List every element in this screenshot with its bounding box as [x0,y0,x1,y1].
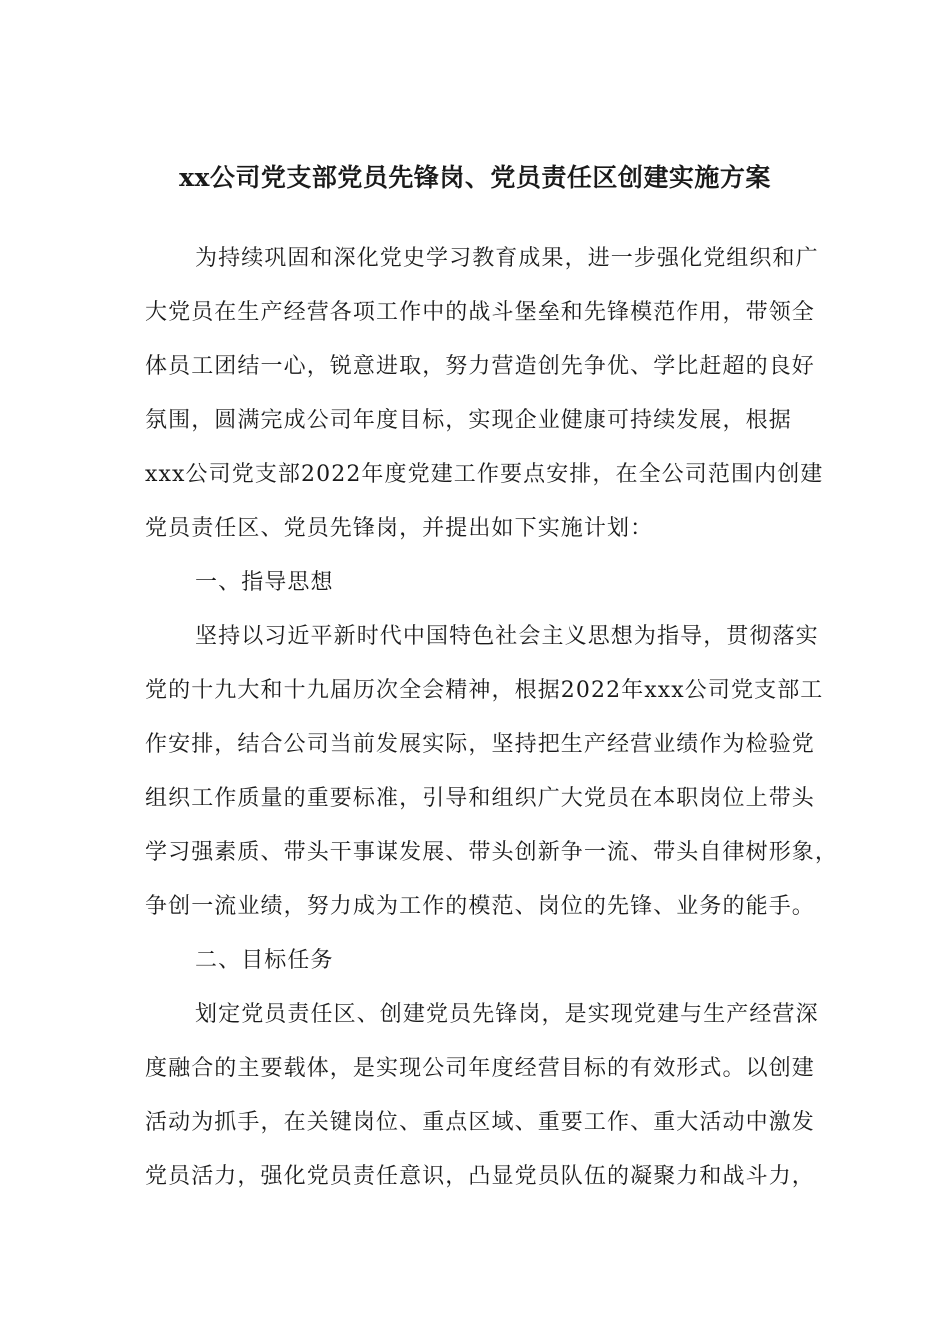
text-line: 党员责任区、党员先锋岗，并提出如下实施计划： [145,516,654,541]
text-line: 度融合的主要载体，是实现公司年度经营目标的有效形式。以创建 [145,1056,815,1081]
text-line: 作安排，结合公司当前发展实际，坚持把生产经营业绩作为检验党 [145,732,815,757]
text-line: 争创一流业绩，努力成为工作的模范、岗位的先锋、业务的能手。 [145,894,815,919]
text-line: 学习强素质、带头干事谋发展、带头创新争一流、带头自律树形象， [145,840,839,865]
text-line: 划定党员责任区、创建党员先锋岗，是实现党建与生产经营深 [195,1002,819,1027]
text-line: 党的十九大和十九届历次全会精神，根据2022年xxx公司党支部工 [145,678,824,703]
document-title: xx公司党支部党员先锋岗、党员责任区创建实施方案 [179,163,771,192]
text-line: 坚持以习近平新时代中国特色社会主义思想为指导，贯彻落实 [195,624,819,649]
text-line: 为持续巩固和深化党史学习教育成果，进一步强化党组织和广 [195,246,819,271]
text-line: 二、目标任务 [195,948,334,973]
text-line: 组织工作质量的重要标准，引导和组织广大党员在本职岗位上带头 [145,786,815,811]
text-line: 体员工团结一心，锐意进取，努力营造创先争优、学比赶超的良好 [145,354,815,379]
document-body [145,232,839,1204]
text-line: xxx公司党支部2022年度党建工作要点安排，在全公司范围内创建 [145,462,824,487]
text-line: 活动为抓手，在关键岗位、重点区域、重要工作、重大活动中激发 [145,1110,815,1135]
text-line: 大党员在生产经营各项工作中的战斗堡垒和先锋模范作用，带领全 [145,300,815,325]
text-line: 党员活力，强化党员责任意识，凸显党员队伍的凝聚力和战斗力， [145,1164,815,1189]
text-line: 一、指导思想 [195,570,334,595]
text-line: 氛围，圆满完成公司年度目标，实现企业健康可持续发展，根据 [145,408,792,433]
